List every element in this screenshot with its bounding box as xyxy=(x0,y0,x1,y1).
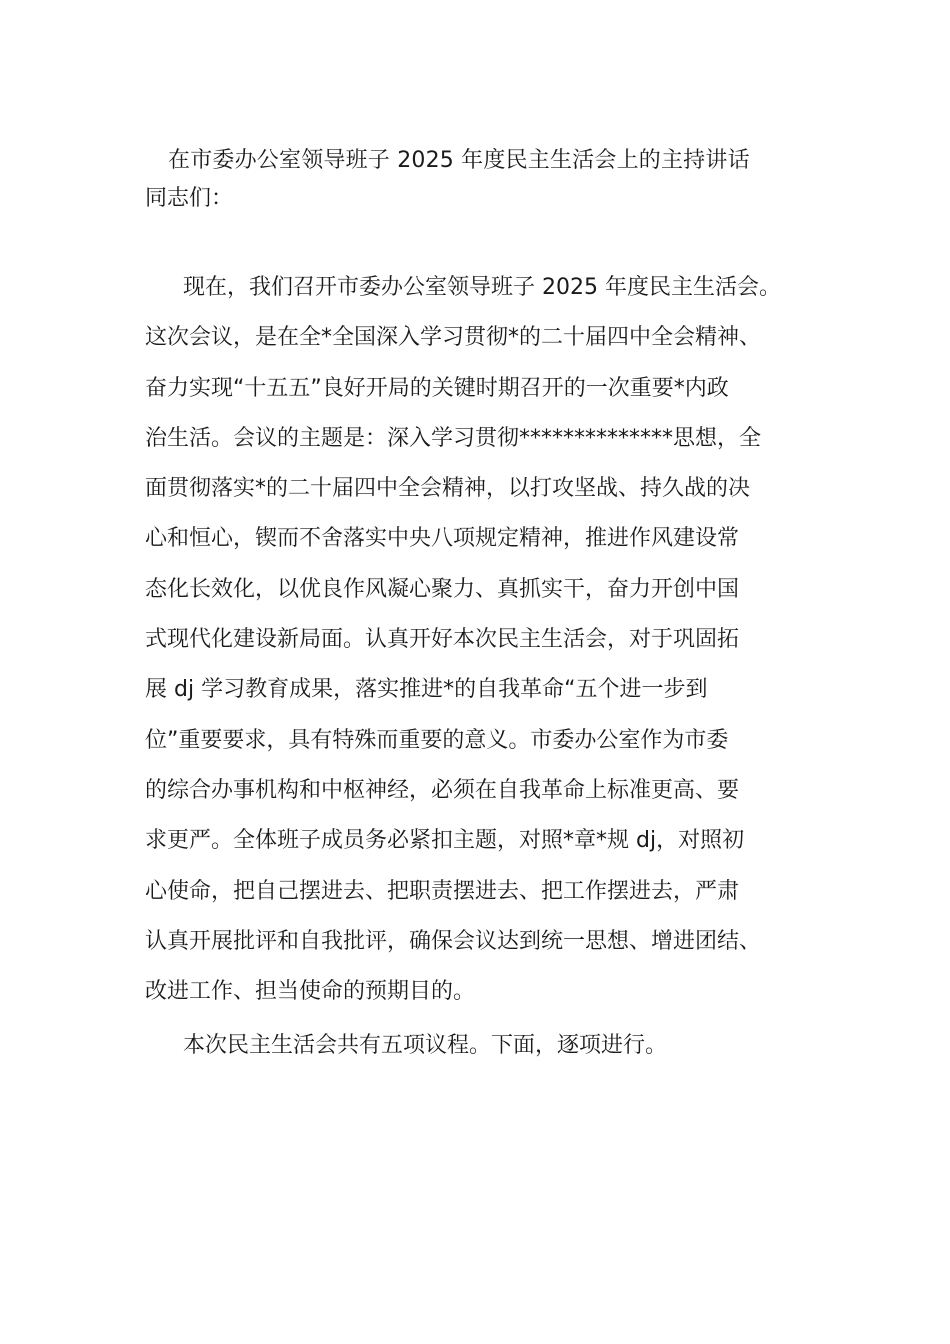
salutation: 同志们： xyxy=(145,186,234,211)
paragraph-line: 态化长效化，以优良作风凝心聚力、真抓实干，奋力开创中国 xyxy=(145,576,740,602)
paragraph-line: 治生活。会议的主题是：深入学习贯彻**************思想，全 xyxy=(145,425,762,451)
paragraph-line: 求更严。全体班子成员务必紧扣主题，对照*章*规 dj，对照初 xyxy=(145,828,745,854)
body-paragraph-1 xyxy=(145,263,781,1017)
body-paragraph-2 xyxy=(145,1021,667,1071)
paragraph-line: 本次民主生活会共有五项议程。下面，逐项进行。 xyxy=(183,1033,668,1058)
paragraph-line: 位”重要要求，具有特殊而重要的意义。市委办公室作为市委 xyxy=(145,727,729,753)
paragraph-line: 的综合办事机构和中枢神经，必须在自我革命上标准更高、要 xyxy=(145,777,740,803)
paragraph-line: 这次会议，是在全*全国深入学习贯彻*的二十届四中全会精神、 xyxy=(145,325,762,351)
paragraph-line: 心使命，把自己摆进去、把职责摆进去、把工作摆进去，严肃 xyxy=(145,878,740,904)
paragraph-line: 式现代化建设新局面。认真开好本次民主生活会，对于巩固拓 xyxy=(145,627,740,653)
document-title: 在市委办公室领导班子 2025 年度民主生活会上的主持讲话 xyxy=(168,148,750,173)
paragraph-line: 认真开展批评和自我批评，确保会议达到统一思想、增进团结、 xyxy=(145,928,762,954)
paragraph-line: 改进工作、担当使命的预期目的。 xyxy=(145,979,476,1005)
paragraph-line: 展 dj 学习教育成果，落实推进*的自我革命“五个进一步到 xyxy=(145,677,708,703)
paragraph-line: 面贯彻落实*的二十届四中全会精神，以打攻坚战、持久战的决 xyxy=(145,476,751,502)
paragraph-line: 现在，我们召开市委办公室领导班子 2025 年度民主生活会。 xyxy=(183,275,781,300)
paragraph-line: 奋力实现“十五五”良好开局的关键时期召开的一次重要*内政 xyxy=(145,375,729,401)
paragraph-line: 心和恒心，锲而不舍落实中央八项规定精神，推进作风建设常 xyxy=(145,526,740,552)
